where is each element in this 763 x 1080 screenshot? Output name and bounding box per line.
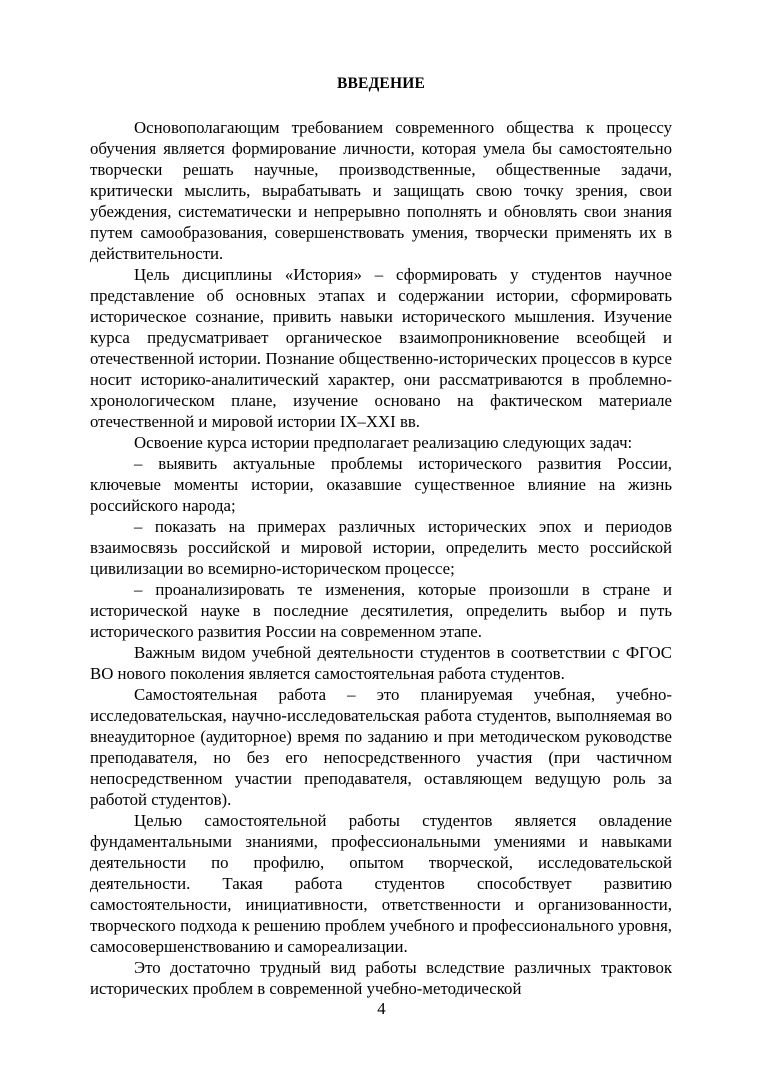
task-item-3: – проанализировать те изменения, которые произошли в стране и исторической науке в последние десятилетия, определить выбор и путь исторического развития России на современном этапе. [90, 580, 672, 641]
task-item-1: – выявить актуальные проблемы исторического развития России, ключевые моменты истории, оказавшие существенное влияние на жизнь российского народа; [90, 454, 672, 515]
paragraph-7: Это достаточно трудный вид работы вследствие различных трактовок исторических проблем в современной учебно-методической [90, 958, 672, 998]
page-number: 4 [377, 999, 386, 1018]
task-item-2: – показать на примерах различных исторических эпох и периодов взаимосвязь российской и мировой истории, определить место российской цивилизации во всемирно-историческом процессе; [90, 517, 672, 578]
paragraph-1: Основополагающим требованием современного общества к процессу обучения является формирование личности, которая умела бы самостоятельно творчески решать научные, производственные, общественные задачи, критически мыслить, вырабатывать и защищать свою точку зрения, свои убеждения, систематически и непрерывно пополнять и обновлять свои знания путем самообразования, совершенствовать умения, творчески применять их в действительности. [90, 118, 672, 263]
paragraph-6: Целью самостоятельной работы студентов является овладение фундаментальными знаниями, профессиональными умениями и навыками деятельности по профилю, опытом творческой, исследовательской деятельности. Такая работа студентов способствует развитию самостоятельности, инициативности, ответственности и организованности, творческого подхода к решению проблем учебного и профессионального уровня, самосовершенствованию и самореализации. [90, 811, 672, 956]
paragraph-4: Важным видом учебной деятельности студентов в соответствии с ФГОС ВО нового поколения является самостоятельная работа студентов. [90, 643, 672, 683]
paragraph-5: Самостоятельная работа – это планируемая учебная, учебно-исследовательская, научно-исследовательская работа студентов, выполняемая во внеаудиторное (аудиторное) время по заданию и при методическом руководстве преподавателя, но без его непосредственного участия (при частичном непосредственном участии преподавателя, оставляющем ведущую роль за работой студентов). [90, 685, 672, 809]
paragraph-2: Цель дисциплины «История» – сформировать у студентов научное представление об основных этапах и содержании истории, сформировать историческое сознание, привить навыки исторического мышления. Изучение курса предусматривает органическое взаимопроникновение всеобщей и отечественной истории. Познание общественно-исторических процессов в курсе носит историко-аналитический характер, они рассматриваются в проблемно-хронологическом плане, изучение основано на фактическом материале отечественной и мировой истории IX–XXI вв. [90, 265, 672, 431]
document-body [90, 117, 672, 999]
paragraph-3: Освоение курса истории предполагает реализацию следующих задач: [134, 433, 633, 452]
page-title: ВВЕДЕНИЕ [336, 75, 426, 92]
